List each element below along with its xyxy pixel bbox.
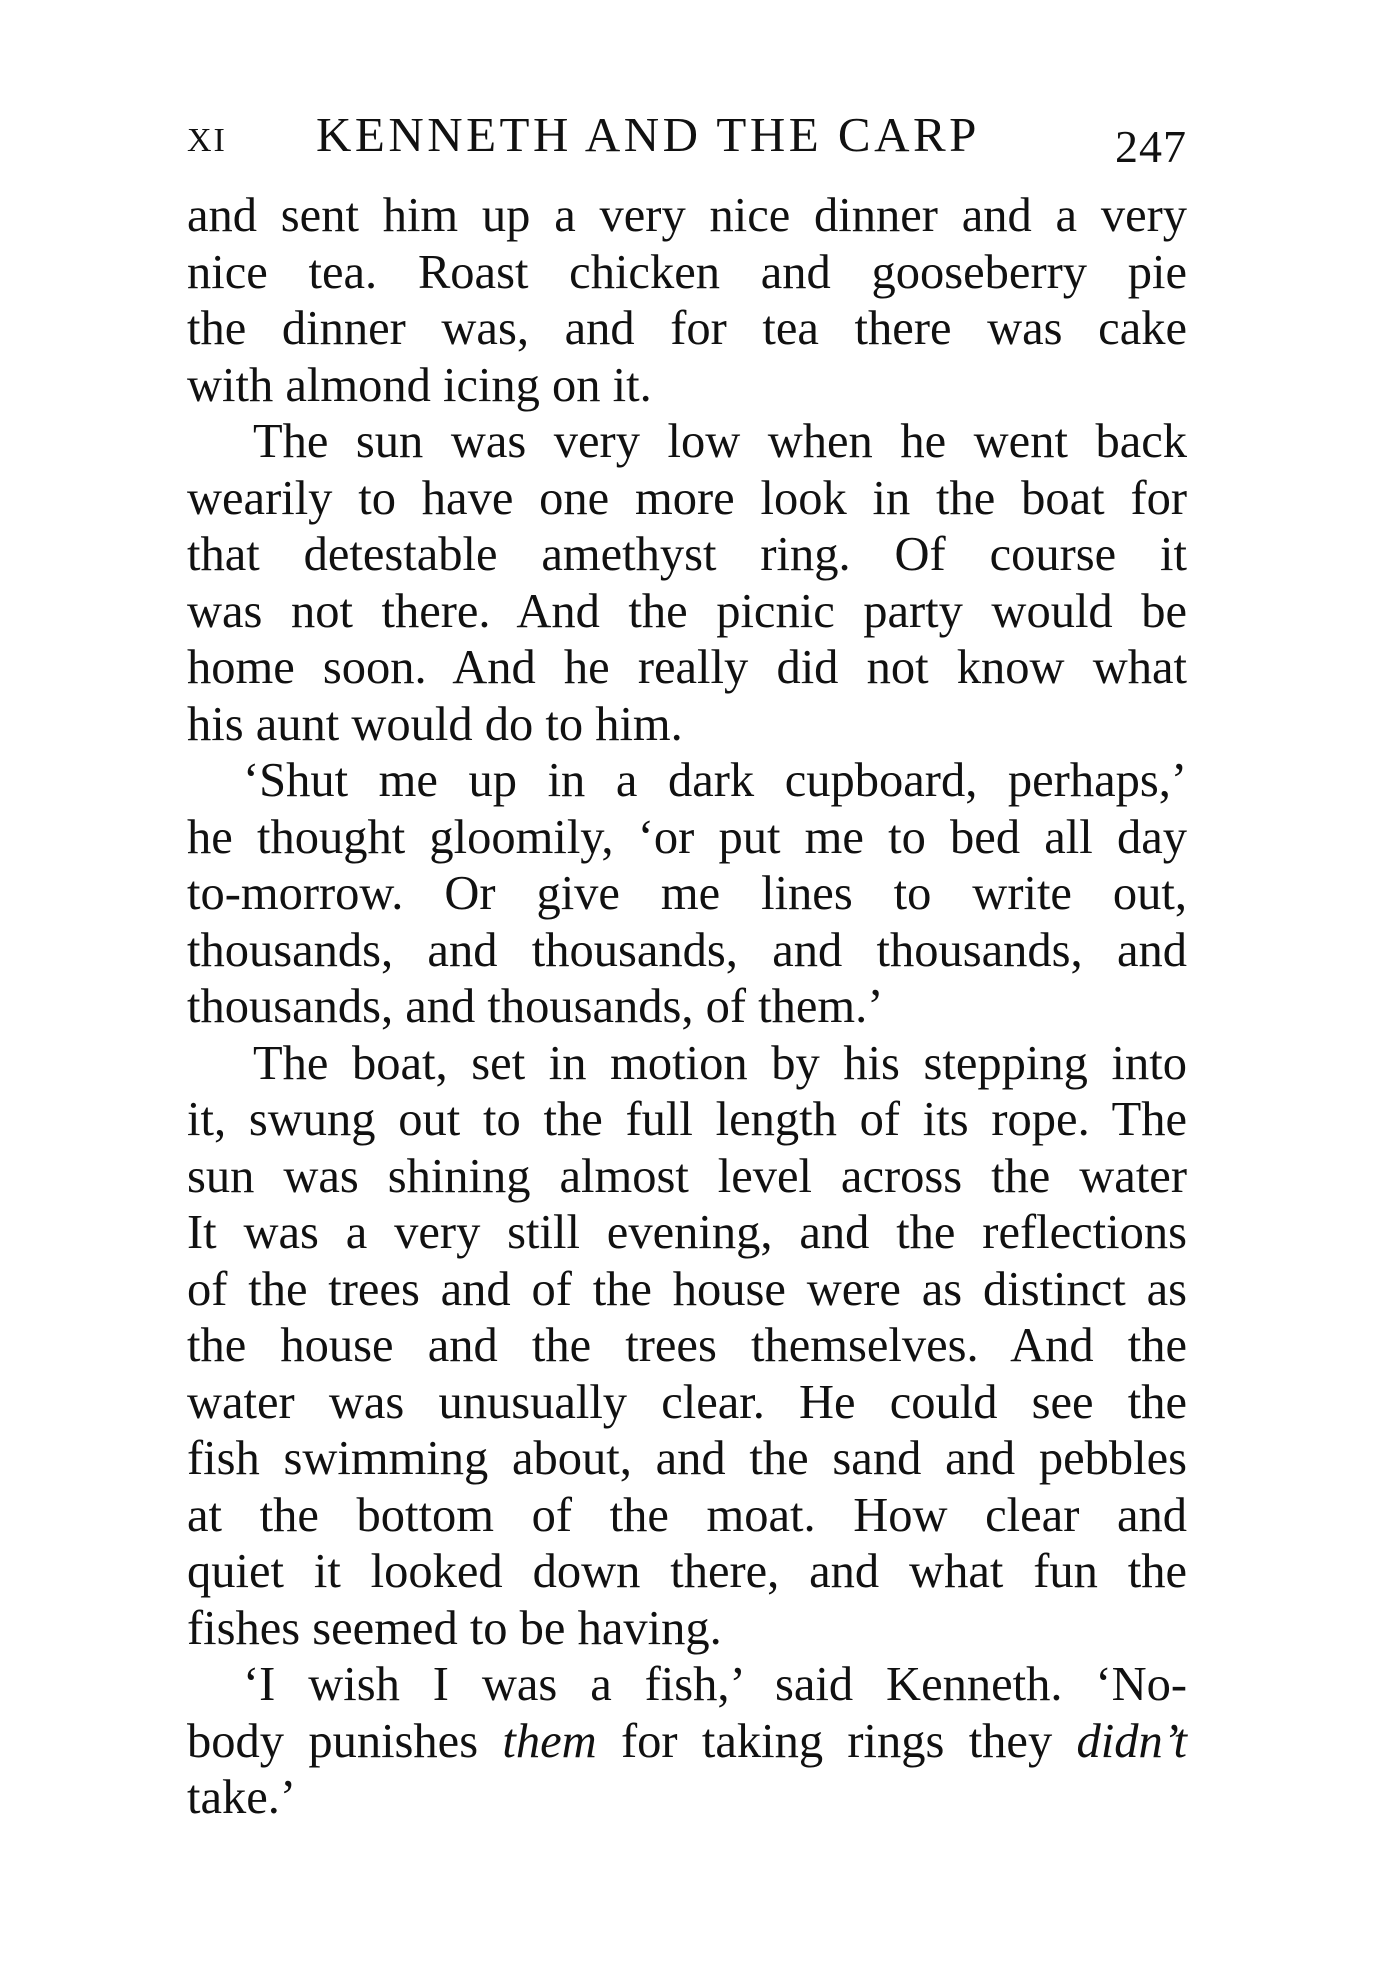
italic-word: didn’t	[1076, 1714, 1188, 1768]
text-line: nice tea. Roast chicken and gooseberry pie	[187, 245, 1187, 299]
text-line: thousands, and thousands, of them.’	[187, 980, 884, 1033]
text-line: It was a very still evening, and the reflections	[187, 1206, 1187, 1259]
text-line: was not there. And the picnic party would be	[187, 584, 1187, 638]
text-line: fish swimming about, and the sand and pebbles	[187, 1432, 1187, 1485]
text-line: ‘I wish I was a fish,’ said Kenneth. ‘No-	[243, 1658, 1187, 1711]
text-line: the house and the trees themselves. And the	[187, 1319, 1187, 1372]
text-line: it, swung out to the full length of its rope. The	[187, 1093, 1187, 1146]
text-run: body punishes	[187, 1714, 503, 1768]
text-run: for taking rings they	[596, 1714, 1077, 1768]
text-line: The boat, set in motion by his stepping into	[253, 1036, 1187, 1090]
text-line: quiet it looked down there, and what fun the	[187, 1545, 1187, 1598]
page-number: 247	[1115, 121, 1187, 172]
running-title: KENNETH AND THE CARP	[316, 107, 980, 162]
text-line: at the bottom of the moat. How clear and	[187, 1488, 1187, 1542]
text-line: sun was shining almost level across the water	[187, 1149, 1187, 1203]
text-line: thousands, and thousands, and thousands, and	[187, 923, 1187, 977]
text-line: and sent him up a very nice dinner and a very	[187, 189, 1187, 242]
italic-word: them	[502, 1714, 597, 1768]
running-header	[187, 104, 1187, 172]
text-line: the dinner was, and for tea there was cake	[187, 302, 1187, 355]
text-line: he thought gloomily, ‘or put me to bed all day	[187, 810, 1187, 864]
text-line: fishes seemed to be having.	[187, 1601, 722, 1655]
text-line-with-italics	[187, 1714, 1187, 1771]
text-line: water was unusually clear. He could see the	[187, 1375, 1187, 1429]
text-line: his aunt would do to him.	[187, 697, 683, 751]
chapter-number: XI	[187, 122, 227, 159]
text-line: wearily to have one more look in the boat for	[187, 471, 1187, 525]
body-text	[187, 188, 1187, 1827]
text-line: that detestable amethyst ring. Of course it	[187, 528, 1187, 581]
text-line: with almond icing on it.	[187, 358, 652, 412]
text-line: ‘Shut me up in a dark cupboard, perhaps,’	[243, 754, 1187, 807]
text-line: of the trees and of the house were as distinct as	[187, 1262, 1187, 1316]
text-line: to-morrow. Or give me lines to write out,	[187, 867, 1187, 920]
text-line: take.’	[187, 1771, 297, 1824]
text-line: The sun was very low when he went back	[253, 415, 1187, 468]
text-line: home soon. And he really did not know what	[187, 641, 1187, 694]
